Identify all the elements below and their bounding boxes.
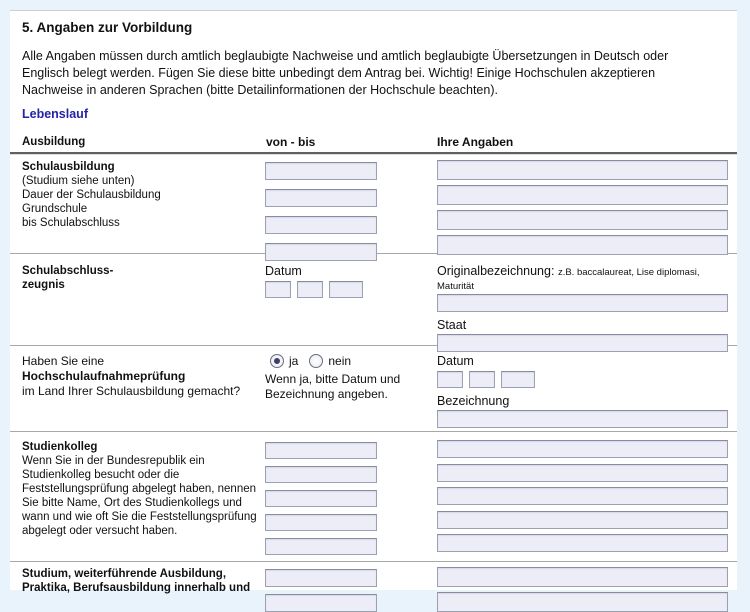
- radio-nein[interactable]: [309, 354, 323, 368]
- schulabschlusszeugnis-title-line1: Schulabschluss-: [22, 265, 114, 277]
- studienkolleg-vonbis-input-2[interactable]: [265, 466, 377, 483]
- studienkolleg-angaben-input-2[interactable]: [437, 464, 728, 482]
- column-header-ausbildung: Ausbildung: [22, 136, 86, 148]
- schulausbildung-labels: [22, 160, 263, 261]
- schulausbildung-vonbis-column: [263, 160, 437, 261]
- column-header-von-bis: von - bis: [266, 135, 316, 149]
- studienkolleg-vonbis-input-3[interactable]: [265, 490, 377, 507]
- intro-paragraph: [22, 48, 737, 99]
- studium-title-line2: Praktika, Berufsausbildung innerhalb und: [22, 582, 251, 594]
- radio-ja-label: ja: [289, 354, 299, 368]
- studium-angaben-input-2[interactable]: [437, 592, 728, 612]
- column-header-ihre-angaben: Ihre Angaben: [437, 135, 514, 149]
- schulausbildung-angaben-input-4[interactable]: [437, 235, 728, 255]
- section-schulabschlusszeugnis: [10, 254, 737, 346]
- studienkolleg-title: Studienkolleg: [22, 441, 98, 453]
- section-studium: [10, 562, 737, 602]
- zeugnis-datum-day-input[interactable]: [265, 281, 291, 298]
- radio-ja[interactable]: [270, 354, 284, 368]
- staat-input[interactable]: [437, 334, 728, 352]
- zeugnis-datum-year-input[interactable]: [329, 281, 363, 298]
- schulausbildung-title: Schulausbildung: [22, 161, 115, 173]
- pruefung-datum-day-input[interactable]: [437, 371, 463, 388]
- studienkolleg-angaben-column: [437, 440, 728, 561]
- pruefung-datum-label: Datum: [437, 354, 474, 368]
- studienkolleg-vonbis-input-4[interactable]: [265, 514, 377, 531]
- studienkolleg-vonbis-input-1[interactable]: [265, 442, 377, 459]
- schulabschlusszeugnis-title-line2: zeugnis: [22, 279, 65, 291]
- schulausbildung-vonbis-input-2[interactable]: [265, 189, 377, 207]
- pruefung-datum-year-input[interactable]: [501, 371, 535, 388]
- originalbezeichnung-label: Originalbezeichnung:: [437, 264, 555, 278]
- schulausbildung-angaben-input-3[interactable]: [437, 210, 728, 230]
- aufnahmepruefung-angaben-group: [437, 354, 728, 431]
- originalbezeichnung-label-row: [437, 264, 728, 292]
- table-header-row: [10, 129, 737, 154]
- schulausbildung-line: bis Schulabschluss: [22, 217, 120, 229]
- schulausbildung-angaben-input-1[interactable]: [437, 160, 728, 180]
- schulausbildung-vonbis-input-1[interactable]: [265, 162, 377, 180]
- schulausbildung-vonbis-input-3[interactable]: [265, 216, 377, 234]
- radio-selected-dot: [274, 358, 280, 364]
- schulausbildung-vonbis-input-4[interactable]: [265, 243, 377, 261]
- question-line2: im Land Ihrer Schulausbildung gemacht?: [22, 384, 241, 398]
- studienkolleg-angaben-input-3[interactable]: [437, 487, 728, 505]
- studienkolleg-vonbis-input-5[interactable]: [265, 538, 377, 555]
- datum-inputs: [265, 281, 437, 298]
- aufnahmepruefung-question: [22, 354, 263, 431]
- studium-angaben-input-1[interactable]: [437, 567, 728, 587]
- section-studienkolleg: [10, 432, 737, 562]
- form-panel: [10, 10, 737, 594]
- schulausbildung-line: Dauer der Schulausbildung: [22, 189, 161, 201]
- schulabschlusszeugnis-angaben-group: [437, 264, 728, 352]
- lebenslauf-link[interactable]: Lebenslauf: [22, 107, 88, 121]
- radio-hint: Wenn ja, bitte Datum und Bezeichnung angeben.: [265, 372, 401, 401]
- originalbezeichnung-hint: z.B. baccalaureat, Lise diplomasi, Maturität: [437, 267, 700, 292]
- section-aufnahmepruefung: [10, 346, 737, 432]
- page-title: 5. Angaben zur Vorbildung: [22, 20, 193, 35]
- pruefung-datum-month-input[interactable]: [469, 371, 495, 388]
- studium-vonbis-input-1[interactable]: [265, 569, 377, 587]
- studienkolleg-angaben-input-1[interactable]: [437, 440, 728, 458]
- question-bold: Hochschulaufnahmeprüfung: [22, 369, 186, 383]
- aufnahmepruefung-radio-group: [263, 354, 437, 431]
- schulausbildung-line: (Studium siehe unten): [22, 175, 135, 187]
- question-line1: Haben Sie eine Hochschulaufnahmeprüfung: [22, 354, 186, 383]
- bezeichnung-label: Bezeichnung: [437, 394, 510, 408]
- studienkolleg-labels: Studienkolleg Wenn Sie in der Bundesrepublik ein Studienkolleg besucht oder die Feststellungsprüfung abgelegt haben, nennen Sie bitte Name, Ort des Studienkollegs und wann und wie oft Sie die Feststellungsprüfung abgelegt oder versucht haben.: [22, 440, 263, 561]
- pruefung-datum-inputs: [437, 371, 728, 388]
- originalbezeichnung-input[interactable]: [437, 294, 728, 312]
- radio-nein-label: nein: [328, 354, 352, 368]
- intro-line: Englisch belegt werden. Fügen Sie diese bitte unbedingt dem Antrag bei. Wichtig! Einige Hochschulen akzeptieren: [22, 66, 656, 80]
- schulausbildung-line: Grundschule: [22, 203, 88, 215]
- zeugnis-datum-month-input[interactable]: [297, 281, 323, 298]
- schulausbildung-angaben-input-2[interactable]: [437, 185, 728, 205]
- datum-label: Datum: [265, 264, 302, 278]
- staat-label: Staat: [437, 318, 467, 332]
- intro-line: Nachweise in anderen Sprachen (bitte Detailinformationen der Hochschule beachten).: [22, 83, 498, 97]
- studienkolleg-vonbis-column: [263, 440, 437, 561]
- studium-title-line1: Studium, weiterführende Ausbildung,: [22, 568, 227, 580]
- schulabschlusszeugnis-datum-group: [263, 264, 437, 352]
- studienkolleg-angaben-input-5[interactable]: [437, 534, 728, 552]
- studienkolleg-angaben-input-4[interactable]: [437, 511, 728, 529]
- schulabschlusszeugnis-labels: [22, 264, 263, 352]
- schulausbildung-angaben-column: [437, 160, 728, 261]
- radio-row: [265, 354, 437, 368]
- bezeichnung-input[interactable]: [437, 410, 728, 428]
- section-schulausbildung: [10, 154, 737, 254]
- studium-vonbis-input-2[interactable]: [265, 594, 377, 612]
- intro-line: Alle Angaben müssen durch amtlich beglaubigte Nachweise und amtlich beglaubigte Übersetzungen in Deutsch oder: [22, 49, 669, 63]
